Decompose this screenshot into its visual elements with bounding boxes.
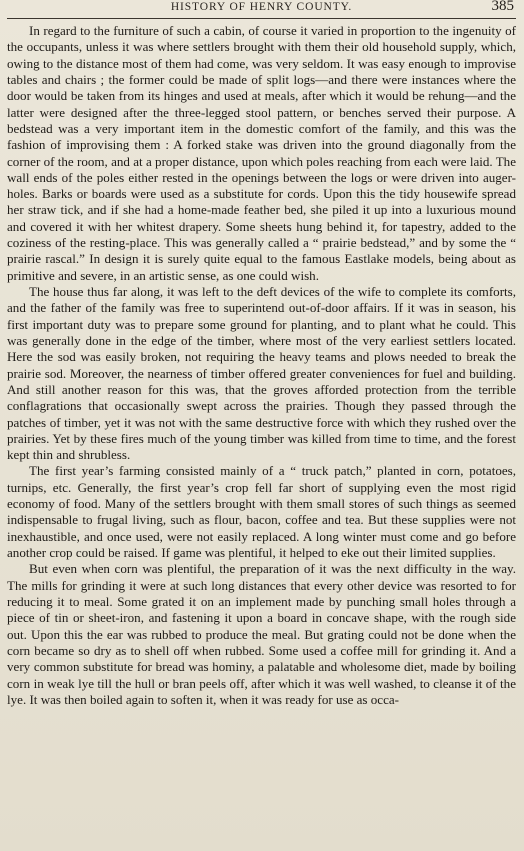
body-text (7, 23, 516, 708)
running-head: HISTORY OF HENRY COUNTY. (170, 1, 353, 13)
paragraph-corn-preparation: But even when corn was plentiful, the preparation of it was the next difficulty in the way. The mills for grinding it were at such long distances that every other device was resorted to for reducing it to meal. Some grated it on an implement made by punching small holes through a piece of tin or sheet-iron, and fastening it upon a board in concave shape, with the rough side out. Upon this the ear was rubbed to produce the meal. But grating could not be done when the corn became so dry as to shell off when rubbed. Some used a coffee mill for grinding it. And a very common substitute for bread was hominy, a palatable and wholesome diet, made by boiling corn in weak lye till the hull or bran peels off, after which it was well washed, to cleanse it of the lye. It was then boiled again to soften it, when it was ready for use as occa- (7, 561, 516, 707)
paragraph-farm-duties: The house thus far along, it was left to the deft devices of the wife to complete its comforts, and the father of the family was free to superintend out-of-door affairs. If it was in season, his first important duty was to prepare some ground for planting, and to plant what he could. This was generally done in the edge of the timber, where most of the very earliest settlers located. Here the sod was easily broken, not requiring the heavy teams and plows needed to break the prairie sod. Moreover, the nearness of timber offered greater conveniences for fuel and building. And still another reason for this was, that the groves afforded protection from the terrible conflagrations that occasionally swept across the prairies. Though they passed through the patches of timber, yet it was not with the same destructive force with which they rushed over the prairies. Yet by these fires much of the young timber was killed from time to time, and the forest kept thin and shrubless. (7, 284, 516, 463)
page-number: 385 (491, 0, 514, 14)
page-header (7, 0, 516, 19)
paragraph-cabin-furniture: In regard to the furniture of such a cabin, of course it varied in proportion to the ingenuity of the occupants, unless it was where settlers brought with them their old household supply, which, owing to the distance most of them had come, was very seldom. It was easy enough to improvise tables and chairs ; the former could be made of split logs—and there were instances where the door would be taken from its hinges and used at meals, after which it would be rehung—and the latter were designed after the three-legged stool pattern, or benches served their purpose. A bedstead was a very important item in the domestic comfort of the family, and this was the fashion of improvising them : A forked stake was driven into the ground diagonally from the corner of the room, and at a proper distance, upon which poles reaching from each were laid. The wall ends of the poles either rested in the openings between the logs or were driven into auger-holes. Barks or boards were used as a substitute for cords. Upon this the tidy housewife spread her straw tick, and if she had a home-made feather bed, she piled it up into a luxurious mound and covered it with her whitest drapery. Some sheets hung behind it, for tapestry, added to the coziness of the resting-place. This was generally called a “ prairie bedstead,” and by some the “ prairie rascal.” In design it is surely quite equal to the famous Eastlake models, being about as primitive and severe, in an artistic sense, as one could wish. (7, 23, 516, 283)
paragraph-first-year-farming: The first year’s farming consisted mainly of a “ truck patch,” planted in corn, potatoes, turnips, etc. Generally, the first year’s crop fell far short of supplying even the most rigid economy of food. Many of the settlers brought with them small stores of such things as seemed indispensable to frugal living, such as flour, bacon, coffee and tea. But these supplies were not inexhaustible, and once used, were not easily replaced. A long winter must come and go before another crop could be raised. If game was plentiful, it helped to eke out their limited supplies. (7, 463, 516, 560)
